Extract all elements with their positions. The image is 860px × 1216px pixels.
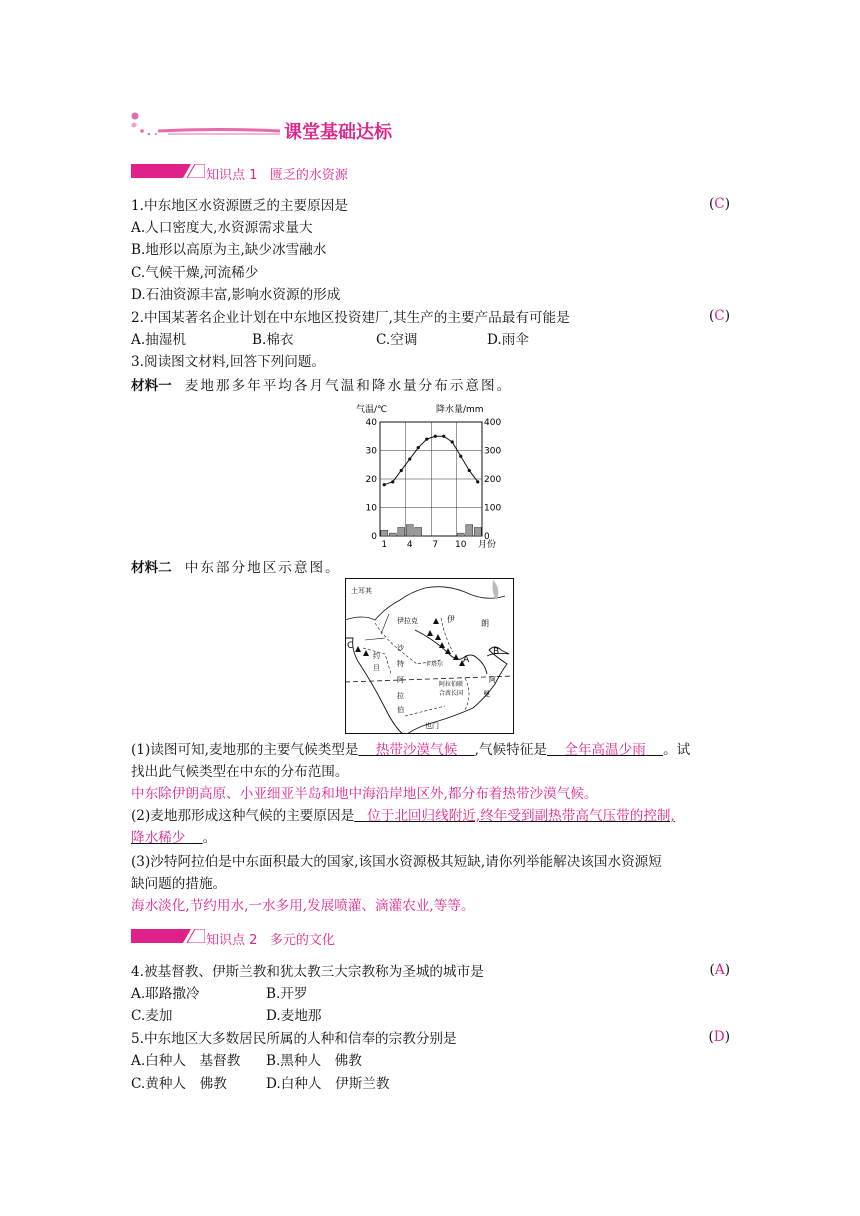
q2-option-c: C.空调: [376, 332, 418, 348]
section-title: 课堂基础达标: [284, 122, 392, 143]
q4-option-c: C.麦加: [131, 1008, 173, 1024]
q3-part1-blank-1: [358, 742, 474, 758]
q3-part1-answer-2: 全年高温少雨: [564, 742, 646, 758]
q3-part3-line-2: 缺问题的措施。: [131, 876, 227, 892]
temperature-point: [425, 438, 428, 441]
q3-part1-text-3: 。试: [663, 742, 691, 758]
kp1-heading: [206, 164, 348, 183]
q1-option-a: A.人口密度大,水资源需求量大: [131, 220, 313, 236]
map-label-jordan-1: 约: [373, 652, 380, 660]
q5-option-b: B.黑种人 佛教: [266, 1053, 362, 1069]
map-label-saudi-1: 沙: [397, 644, 404, 652]
q3-part2-line-2: [131, 828, 216, 848]
temperature-point: [442, 435, 445, 438]
material-2-label: 材料二: [131, 560, 172, 576]
q5-option-c: C.黄种人 佛教: [131, 1076, 227, 1092]
q3-part1-text: (1)读图可知,麦地那的主要气候类型是: [131, 742, 359, 758]
q5-option-a: A.白种人 基督教: [131, 1053, 241, 1069]
q2-option-d: D.雨伞: [487, 332, 529, 348]
x-tick-label: 10: [455, 540, 467, 550]
q4-option-d: D.麦地那: [266, 1008, 322, 1024]
temperature-point: [383, 483, 386, 486]
precipitation-bar: [466, 525, 473, 536]
x-tick-label: 1: [381, 540, 388, 550]
map-label-yemen: 也门: [425, 722, 439, 730]
q3-part1: [131, 740, 690, 760]
precipitation-bar: [389, 533, 396, 536]
kp2-heading: [206, 929, 335, 948]
q3-part1-blank-2: [547, 742, 663, 758]
map-label-saudi-5: 伯: [397, 706, 404, 714]
kp2-bar: [131, 929, 205, 943]
q3-part2: [131, 806, 675, 826]
map-label-uae-2: 合酋长国: [439, 690, 464, 697]
map-point-b: B: [493, 647, 500, 657]
map-label-iraq: 伊拉克: [397, 617, 418, 625]
q3-stem: 3.阅读图文材料,回答下列问题。: [131, 354, 326, 370]
y-left-tick-label: 40: [365, 418, 377, 428]
q1-stem: 1.中东地区水资源匮乏的主要原因是: [131, 198, 348, 214]
q3-part2-blank: [354, 808, 675, 824]
y-right-tick-label: 100: [484, 503, 502, 514]
temperature-point: [459, 455, 462, 458]
q3-part2-end: 。: [202, 830, 217, 846]
q3-part3: (3)沙特阿拉伯是中东面积最大的国家,该国水资源极其短缺,请你列举能解决该国水资源短: [131, 854, 662, 870]
map-label-jordan-2: 旦: [373, 664, 380, 672]
q3-part1-text-2: ,气候特征是: [474, 742, 547, 758]
map-label-saudi-2: 特: [397, 660, 404, 668]
section-header: [128, 110, 428, 146]
precipitation-bar: [415, 527, 422, 536]
q4-stem: 4.被基督教、伊斯兰教和犹太教三大宗教称为圣城的城市是: [131, 964, 484, 980]
q2-stem: 2.中国某著名企业计划在中东地区投资建厂,其生产的主要产品最有可能是: [131, 310, 570, 326]
y-right-tick-label: 0: [484, 532, 490, 542]
q3-part1-answer-1: 热带沙漠气候: [375, 742, 458, 758]
y-left-tick-label: 0: [371, 532, 377, 542]
y-left-tick-label: 10: [365, 503, 377, 514]
kp2-label: 知识点 2: [206, 933, 258, 948]
material-2: [131, 558, 341, 578]
y-right-axis-label: 降水量/mm: [436, 405, 484, 415]
q5-stem: 5.中东地区大多数居民所属的人种和信奉的宗教分别是: [131, 1031, 457, 1047]
q1-answer: (C): [708, 196, 730, 212]
y-right-tick-label: 200: [484, 475, 502, 485]
header-decoration: [128, 110, 288, 146]
map-label-iran-1: 伊: [447, 615, 455, 624]
precipitation-bar: [381, 530, 388, 536]
q4-option-a: A.耶路撒冷: [131, 986, 200, 1002]
kp1-label: 知识点 1: [206, 168, 258, 183]
temperature-point: [417, 446, 420, 449]
q3-part1-answer: 中东除伊朗高原、小亚细亚半岛和地中海沿岸地区外,都分布着热带沙漠气候。: [131, 786, 598, 802]
map-label-uae-1: 阿拉伯联: [439, 681, 464, 688]
map-label-oman-2: 曼: [483, 690, 490, 698]
temperature-point: [434, 435, 437, 438]
map-label-saudi-4: 拉: [397, 692, 404, 700]
q1-option-d: D.石油资源丰富,影响水资源的形成: [131, 287, 341, 303]
q3-part3-answer: 海水淡化,节约用水,一水多用,发展喷灌、滴灌农业,等等。: [131, 898, 475, 914]
kp1-bar: [131, 164, 205, 178]
q1-option-c: C.气候干燥,河流稀少: [131, 265, 259, 281]
y-left-tick-label: 20: [365, 475, 377, 485]
map-label-qatar: 卡塔尔: [425, 661, 444, 668]
precipitation-bar: [474, 527, 481, 536]
q3-part2-text: (2)麦地那形成这种气候的主要原因是: [131, 808, 355, 824]
y-right-tick-label: 300: [484, 446, 502, 457]
y-right-tick-label: 400: [484, 418, 502, 428]
material-1: [131, 376, 512, 396]
precipitation-bar: [398, 527, 405, 536]
q3-part2-blank-2: [131, 830, 203, 846]
q4-answer: (A): [709, 962, 730, 978]
y-left-axis-label: 气温/℃: [356, 405, 388, 415]
temperature-point: [400, 469, 403, 472]
temperature-point: [468, 469, 471, 472]
material-1-text: 麦地那多年平均各月气温和降水量分布示意图。: [184, 378, 513, 394]
q3-part2-answer-2: 降水稀少: [131, 830, 186, 846]
middle-east-map: [345, 578, 514, 734]
map-label-iran-2: 朗: [481, 619, 489, 628]
material-2-text: 中东部分地区示意图。: [184, 560, 341, 576]
x-tick-label: 7: [432, 540, 439, 550]
map-point-c: C: [347, 641, 354, 651]
kp2-title: 多元的文化: [269, 933, 335, 948]
q2-option-b: B.棉衣: [252, 332, 294, 348]
temperature-point: [451, 440, 454, 443]
q3-part1-line-2: 找出此气候类型在中东的分布范围。: [131, 764, 349, 780]
q2-answer: (C): [708, 308, 730, 324]
precipitation-bar: [406, 525, 413, 536]
q3-part2-answer-1: 位于北回归线附近,终年受到副热带高气压带的控制,: [367, 808, 675, 824]
material-1-label: 材料一: [131, 378, 172, 394]
map-label-oman-1: 阿: [489, 676, 496, 684]
q5-answer: (D): [708, 1029, 730, 1045]
kp1-title: 匮乏的水资源: [269, 168, 348, 183]
temperature-point: [476, 480, 479, 483]
temperature-point: [391, 480, 394, 483]
q4-option-b: B.开罗: [266, 986, 308, 1002]
q2-option-a: A.抽湿机: [131, 332, 186, 348]
map-label-saudi-3: 阿: [397, 676, 404, 684]
q5-option-d: D.白种人 伊斯兰教: [266, 1076, 390, 1092]
y-left-tick-label: 30: [365, 446, 377, 457]
x-axis-label: 月份: [478, 540, 497, 550]
climate-chart: [352, 400, 502, 552]
q1-option-b: B.地形以高原为主,缺少冰雪融水: [131, 242, 327, 258]
map-label-turkey: 土耳其: [351, 587, 372, 595]
temperature-point: [408, 457, 411, 460]
precipitation-bar: [457, 533, 464, 536]
map-point-a: A: [463, 655, 470, 665]
x-tick-label: 4: [406, 540, 413, 550]
